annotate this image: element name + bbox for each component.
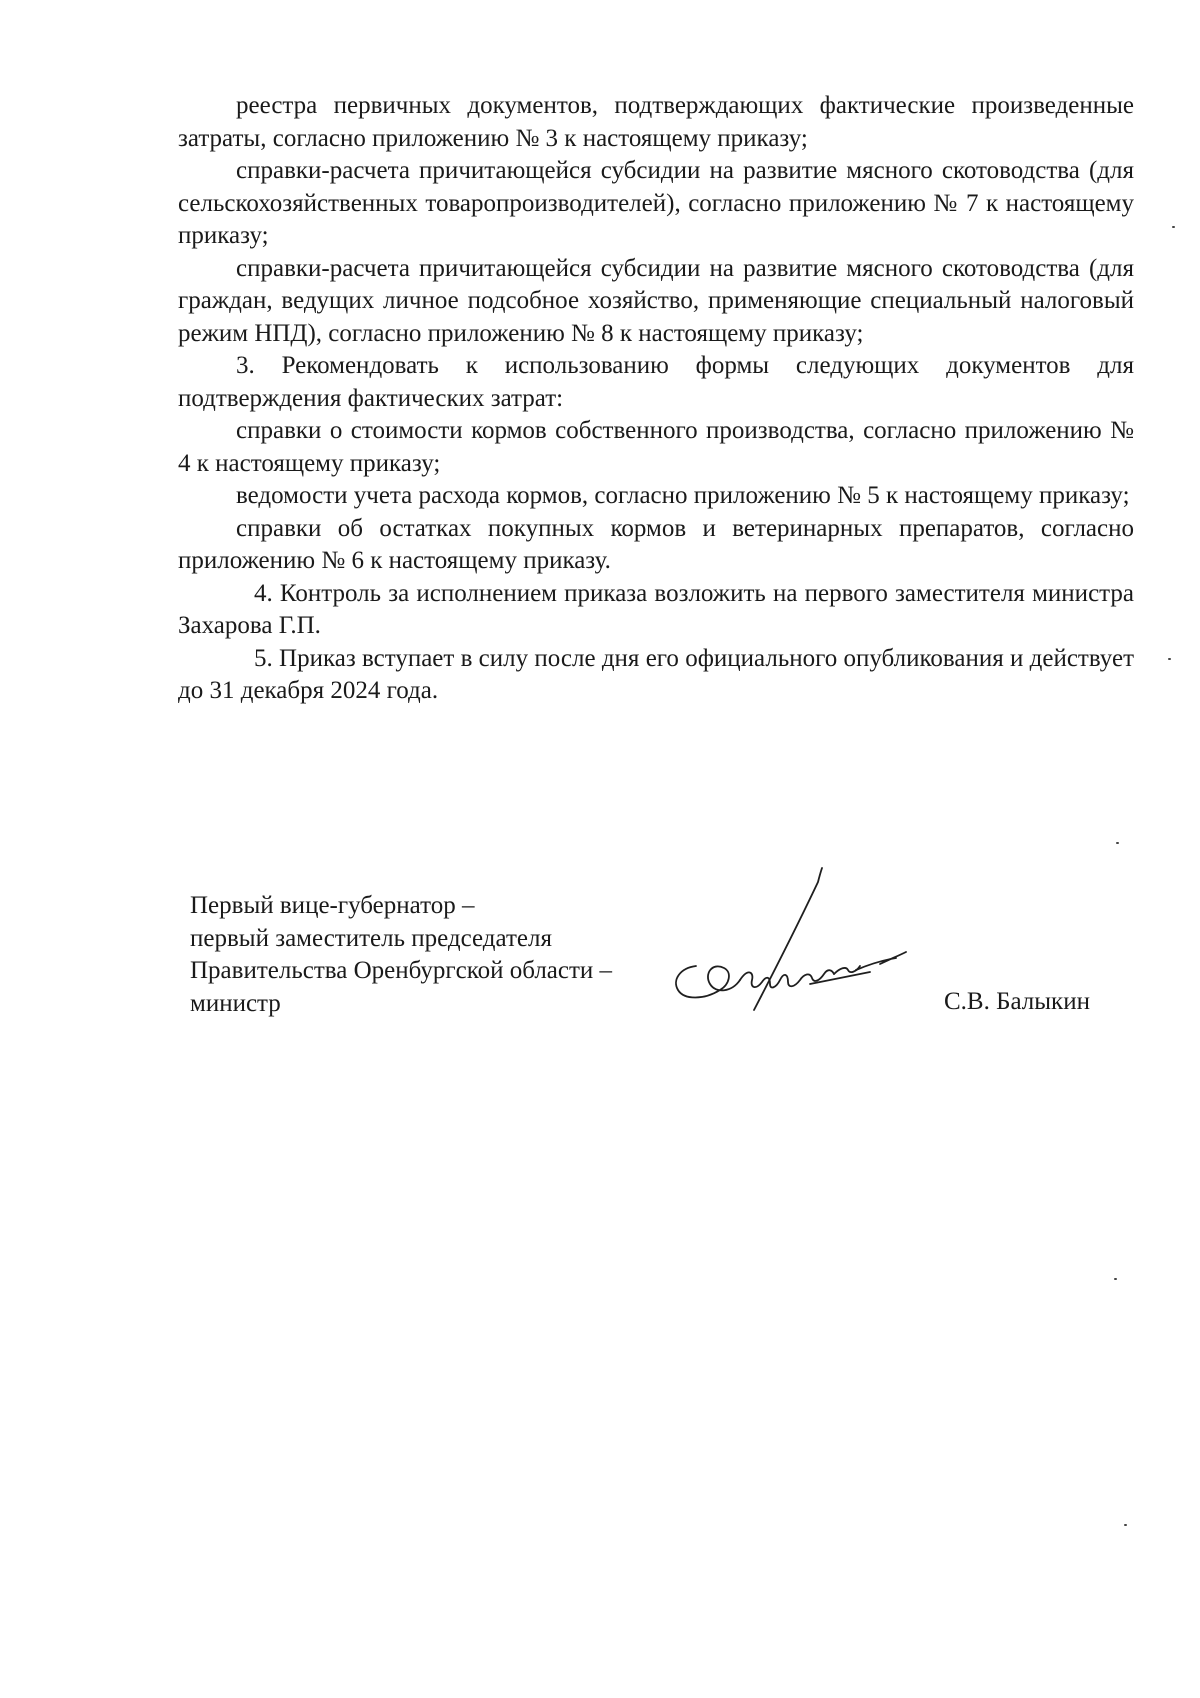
paragraph-feed-cost: справки о стоимости кормов собственного производства, согласно приложению № 4 к настоящему приказу; bbox=[178, 417, 1134, 477]
scan-speck bbox=[1172, 226, 1175, 228]
paragraph-item-3: 3. Рекомендовать к использованию формы следующих документов для подтверждения фактических затрат: bbox=[178, 352, 1134, 412]
paragraph-remaining-stock: справки об остатках покупных кормов и ветеринарных препаратов, согласно приложению № 6 к настоящему приказу. bbox=[178, 514, 1134, 574]
signatory-title-line: Первый вице-губернатор – bbox=[190, 892, 475, 919]
paragraph-calc-agri-producers: справки-расчета причитающейся субсидии на развитие мясного скотоводства (для сельскохозяйственных товаропроизводителей), согласно приложению № 7 к настоящему приказу; bbox=[178, 157, 1134, 249]
paragraph-feed-consumption: ведомости учета расхода кормов, согласно приложению № 5 к настоящему приказу; bbox=[236, 482, 1130, 509]
document-body bbox=[178, 90, 1134, 708]
paragraph-item-4: 4. Контроль за исполнением приказа возложить на первого заместителя министра Захарова Г.П. bbox=[178, 579, 1134, 639]
scan-speck bbox=[1116, 842, 1119, 844]
scan-speck bbox=[1124, 1524, 1127, 1526]
paragraph-calc-citizens: справки-расчета причитающейся субсидии на развитие мясного скотоводства (для граждан, ведущих личное подсобное хозяйство, применяющие специальный налоговый режим НПД), согласно приложению № 8 к настоящему приказу; bbox=[178, 254, 1134, 347]
paragraph-registry: реестра первичных документов, подтверждающих фактические произведенные затраты, согласно приложению № 3 к настоящему приказу; bbox=[178, 92, 1134, 152]
signatory-name: С.В. Балыкин bbox=[944, 988, 1090, 1015]
scan-speck bbox=[1168, 658, 1171, 660]
paragraph-item-5: 5. Приказ вступает в силу после дня его официального опубликования и действует до 31 декабря 2024 года. bbox=[178, 644, 1134, 704]
signatory-title-line: министр bbox=[190, 989, 281, 1017]
signatory-title-line: первый заместитель председателя bbox=[190, 924, 552, 952]
signatory-title bbox=[190, 890, 612, 1020]
handwritten-signature bbox=[670, 860, 930, 1030]
scan-speck bbox=[1114, 1278, 1117, 1280]
signatory-title-line: Правительства Оренбургской области – bbox=[190, 957, 613, 984]
